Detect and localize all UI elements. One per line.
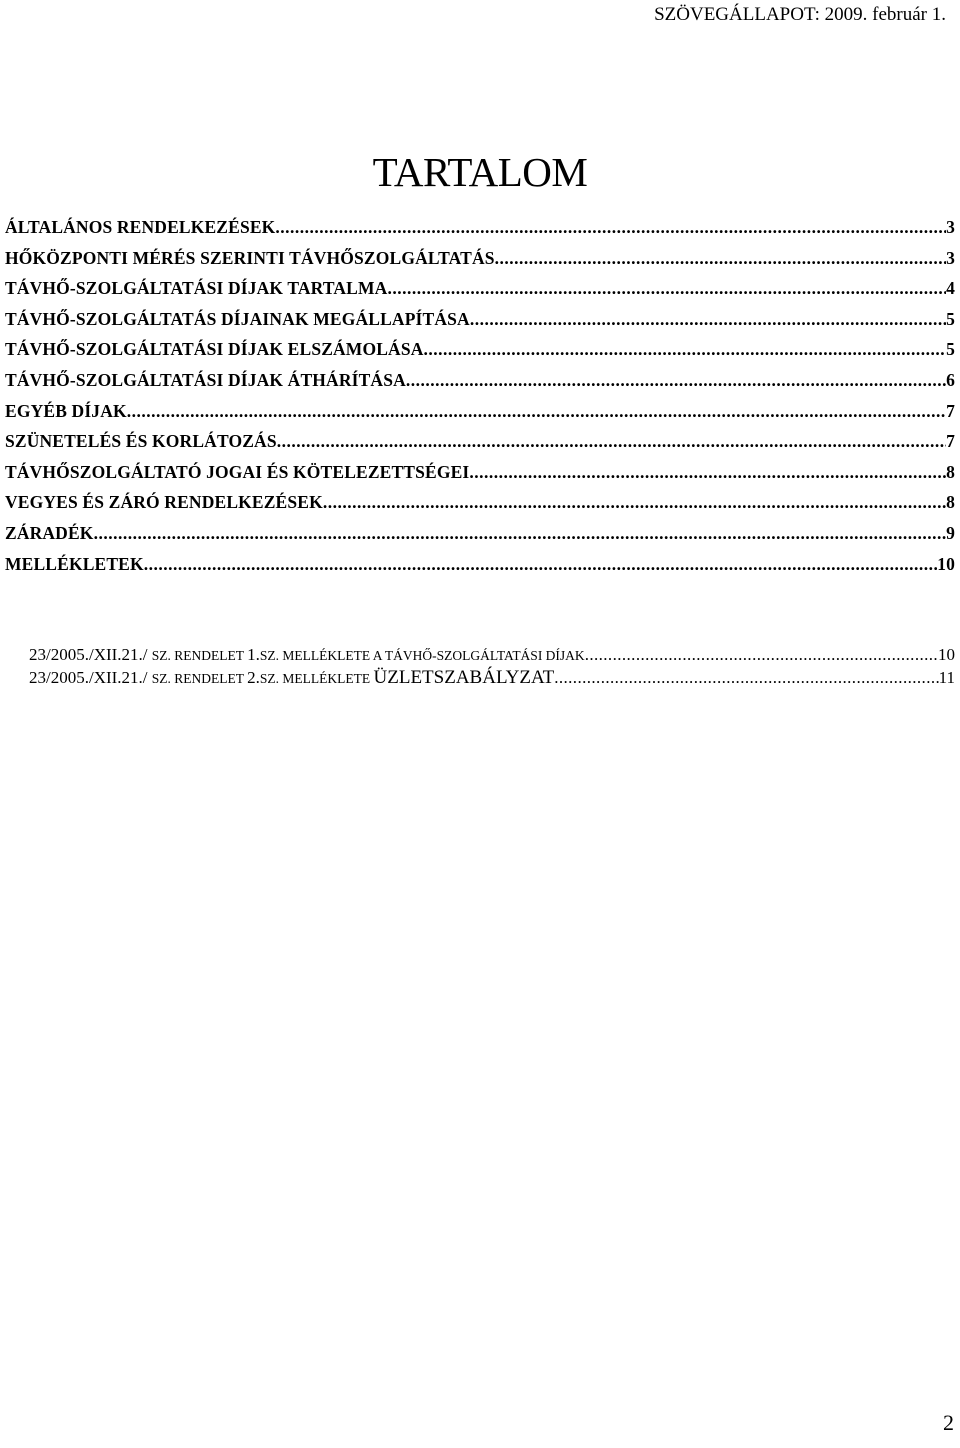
dot-leader: [469, 462, 946, 483]
toc-entry[interactable]: [5, 401, 955, 432]
toc-subentry-page: 10: [938, 645, 955, 664]
dot-leader: [94, 523, 947, 544]
toc-entry-label: ÁLTALÁNOS RENDELKEZÉSEK: [5, 217, 276, 237]
document-status-header: SZÖVEGÁLLAPOT: 2009. február 1.: [654, 4, 946, 25]
dot-leader: [406, 370, 946, 391]
toc-entry-label: VEGYES ÉS ZÁRÓ RENDELKEZÉSEK: [5, 492, 323, 513]
dot-leader: [424, 339, 947, 360]
toc-entry-label: TÁVHŐSZOLGÁLTATÓ JOGAI ÉS KÖTELEZETTSÉGEI: [5, 461, 470, 482]
toc-entry-page: 3: [946, 247, 955, 268]
dot-leader: [277, 431, 946, 452]
toc-entry-page: 7: [946, 431, 955, 452]
toc-entry-label: MELLÉKLETEK: [5, 553, 144, 574]
toc-entry-page: 7: [946, 400, 955, 421]
toc-entry[interactable]: [5, 339, 955, 370]
toc-entry-page: 6: [946, 369, 955, 390]
toc-entry[interactable]: [5, 462, 955, 493]
toc-entry-page: 5: [946, 339, 955, 360]
toc-entry[interactable]: [5, 523, 955, 554]
toc-entry-page: 9: [946, 522, 955, 543]
table-of-contents: [5, 217, 955, 584]
dot-leader: [127, 401, 946, 422]
dot-leader: [275, 217, 946, 238]
page-number: 2: [943, 1410, 954, 1435]
toc-entry-page: 5: [946, 308, 955, 329]
toc-entry-page: 8: [946, 492, 955, 513]
dot-leader: [554, 668, 938, 688]
dot-leader: [144, 554, 937, 575]
toc-entry-label: ZÁRADÉK: [5, 522, 94, 543]
toc-entry-label: TÁVHŐ-SZOLGÁLTATÁSI DÍJAK ELSZÁMOLÁSA: [5, 339, 424, 360]
toc-entry-page: 10: [937, 553, 955, 574]
page-title: TARTALOM: [372, 149, 588, 195]
toc-entry[interactable]: [5, 248, 955, 279]
toc-entry[interactable]: [5, 309, 955, 340]
toc-entry-page: 4: [946, 278, 955, 299]
toc-entry[interactable]: [5, 431, 955, 462]
toc-entry-label: EGYÉB DÍJAK: [5, 400, 127, 421]
toc-subentry-label: 23/2005./XII.21./ SZ. RENDELET 1.SZ. MELLÉKLETE A TÁVHŐ-SZOLGÁLTATÁSI DÍJAK: [29, 645, 585, 664]
toc-subentry-page: 11: [938, 668, 955, 687]
toc-entry-label: TÁVHŐ-SZOLGÁLTATÁS DÍJAINAK MEGÁLLAPÍTÁSA: [5, 308, 470, 329]
toc-entry[interactable]: [5, 370, 955, 401]
toc-entry-page: 3: [946, 217, 955, 237]
dot-leader: [470, 309, 946, 330]
dot-leader: [323, 492, 946, 513]
toc-entry-label: HŐKÖZPONTI MÉRÉS SZERINTI TÁVHŐSZOLGÁLTATÁS: [5, 247, 495, 268]
toc-entry-label: TÁVHŐ-SZOLGÁLTATÁSI DÍJAK TARTALMA: [5, 278, 388, 299]
dot-leader: [585, 645, 938, 665]
table-of-contents-subentries: [29, 644, 955, 690]
toc-entry[interactable]: [5, 278, 955, 309]
toc-entry[interactable]: [5, 217, 955, 248]
toc-entry[interactable]: [5, 492, 955, 523]
dot-leader: [387, 278, 946, 299]
toc-subentry[interactable]: [29, 644, 955, 667]
dot-leader: [495, 248, 946, 269]
toc-entry[interactable]: [5, 554, 955, 585]
toc-entry-label: SZÜNETELÉS ÉS KORLÁTOZÁS: [5, 431, 277, 452]
toc-entry-label: TÁVHŐ-SZOLGÁLTATÁSI DÍJAK ÁTHÁRÍTÁSA: [5, 369, 406, 390]
toc-subentry[interactable]: [29, 667, 955, 690]
toc-subentry-label: 23/2005./XII.21./ SZ. RENDELET 2.SZ. MELLÉKLETE ÜZLETSZABÁLYZAT: [29, 667, 555, 688]
toc-entry-page: 8: [946, 461, 955, 482]
